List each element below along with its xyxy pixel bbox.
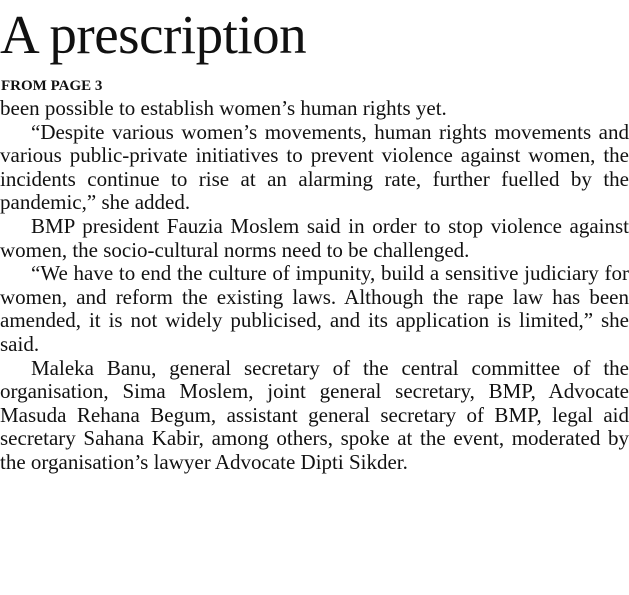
jump-line: FROM PAGE 3 [1,78,103,94]
headline: A prescription [0,4,307,65]
article-paragraph: “Despite various women’s movements, human rights movements and various public-private initiatives to prevent violence against women, the incidents continue to rise at an alarming rate, further fuelled by the pandemic,” she added. [0,119,629,215]
article-paragraph: “We have to end the culture of impunity, build a sensitive judiciary for women, and reform the existing laws. Although the rape law has been amended, it is not widely publicised, and its application is limited,” she said. [0,261,629,356]
article-paragraph: been possible to establish women’s human rights yet. [0,96,447,120]
article-paragraph: Maleka Banu, general secretary of the central committee of the organisation, Sima Moslem, joint general secretary, BMP, Advocate Masuda Rehana Begum, assistant general secretary of BMP, legal aid secretary Sahana Kabir, among others, spoke at the event, moderated by the organisation’s lawyer Advocate Dipti Sikder. [0,355,629,474]
article-paragraph: BMP president Fauzia Moslem said in order to stop violence against women, the socio-cultural norms need to be challenged. [0,213,629,262]
article-body [0,97,629,475]
